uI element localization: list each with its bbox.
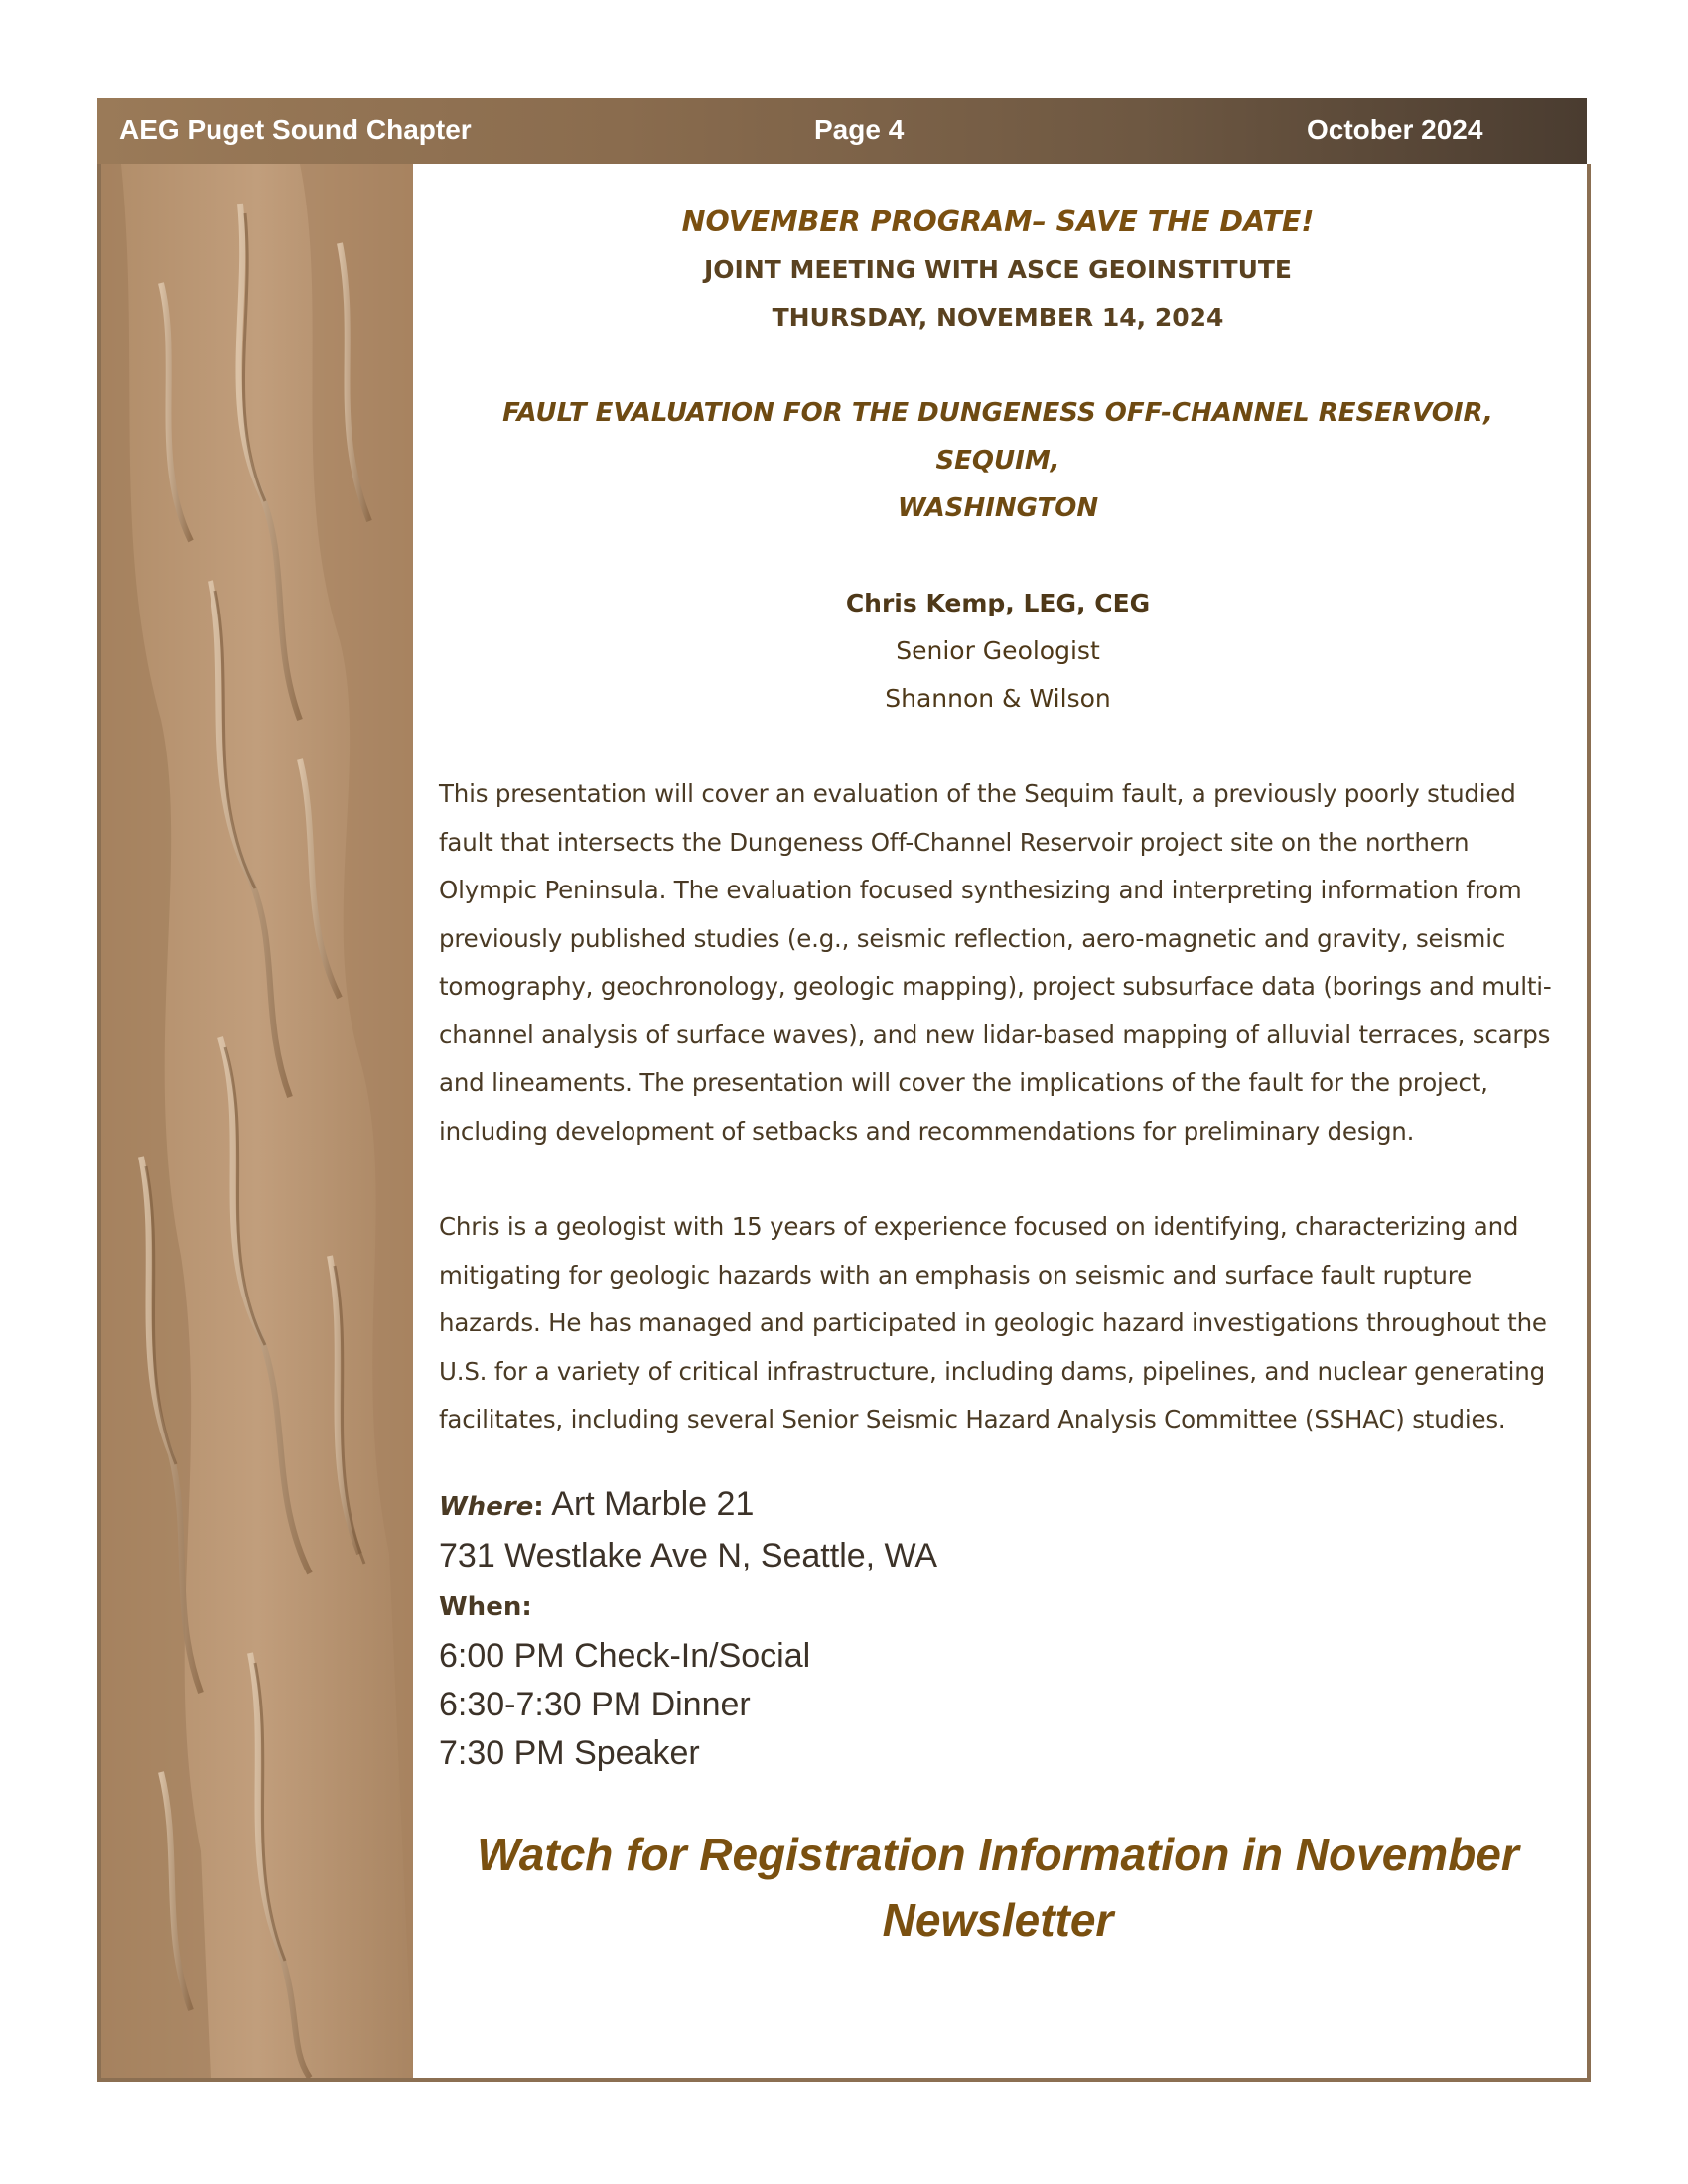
when-line (439, 1580, 1557, 1632)
page-number: Page 4 (814, 114, 905, 145)
venue-address: 731 Westlake Ave N, Seattle, WA (439, 1536, 938, 1574)
venue-name: Art Marble 21 (551, 1484, 755, 1523)
program-content (439, 199, 1557, 1953)
speaker-block (439, 580, 1557, 723)
talk-title-line-2: WASHINGTON (897, 493, 1099, 523)
talk-title-line-1: FAULT EVALUATION FOR THE DUNGENESS OFF-CHANNEL RESERVOIR, SEQUIM, (502, 398, 1493, 476)
when-label: When: (439, 1591, 532, 1622)
abstract-paragraph: This presentation will cover an evaluation of the Sequim fault, a previously poorly studied fault that intersects the Dungeness Off-Channel Reservoir project site on the northern Olympic Peninsula. The evaluation focused synthesizing and interpreting information from previously published studies (e.g., seismic reflection, aero-magnetic and gravity, seismic tomography, geochronology, geologic mapping), project subsurface data (borings and multi-channel analysis of surface waves), and new lidar-based mapping of alluvial terraces, scarps and lineaments. The presentation will cover the implications of the fault for the project, including development of setbacks and recommendations for preliminary design. (439, 779, 1552, 1146)
joint-meeting-line: JOINT MEETING WITH ASCE GEOINSTITUTE (703, 255, 1293, 284)
speaker-name: Chris Kemp, LEG, CEG (845, 589, 1151, 617)
schedule-item: 6:30-7:30 PM Dinner (439, 1685, 751, 1723)
lidar-hillshade-image (101, 164, 413, 2078)
program-title: NOVEMBER PROGRAM– SAVE THE DATE! (681, 205, 1315, 238)
chapter-name: AEG Puget Sound Chapter (119, 114, 472, 145)
where-line: Where: Art Marble 21 (439, 1484, 755, 1523)
newsletter-header-bar (97, 98, 1587, 164)
meeting-date: THURSDAY, NOVEMBER 14, 2024 (772, 303, 1224, 332)
schedule-item: 7:30 PM Speaker (439, 1733, 700, 1772)
issue-date: October 2024 (1307, 114, 1483, 145)
talk-title (439, 389, 1557, 532)
registration-notice-line-2: Newsletter (882, 1893, 1114, 1946)
where-label: Where (439, 1491, 534, 1522)
speaker-role: Senior Geologist (896, 636, 1100, 665)
registration-notice-line-1: Watch for Registration Information in November (477, 1828, 1519, 1880)
event-details (439, 1480, 1557, 1778)
speaker-company: Shannon & Wilson (885, 684, 1111, 713)
registration-notice (439, 1822, 1557, 1953)
bio-paragraph: Chris is a geologist with 15 years of experience focused on identifying, characterizing and mitigating for geologic hazards with an emphasis on seismic and surface fault rupture hazards. He has managed and participated in geologic hazard investigations throughout the U.S. for a variety of critical infrastructure, including dams, pipelines, and nuclear generating facilitates, including several Senior Seismic Hazard Analysis Committee (SSHAC) studies. (439, 1212, 1547, 1433)
schedule-item: 6:00 PM Check-In/Social (439, 1636, 811, 1675)
